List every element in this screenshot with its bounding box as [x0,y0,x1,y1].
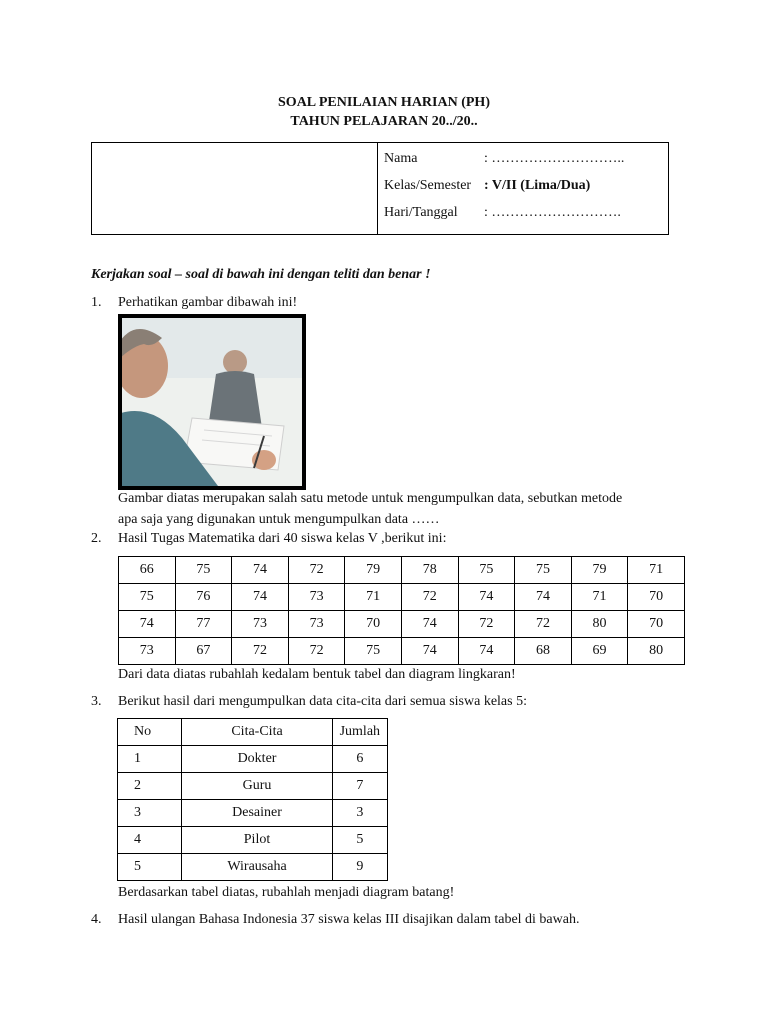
question-1-followup-line-1: Gambar diatas merupakan salah satu metode untuk mengumpulkan data, sebutkan metode [118,491,623,506]
table-row [118,827,388,854]
table-cell: 79 [571,557,628,584]
question-3-text: Berikut hasil dari mengumpulkan data cita-cita dari semua siswa kelas 5: [118,694,527,709]
table-cell: 71 [628,557,685,584]
kelas-label: Kelas/Semester [384,178,472,193]
table-cell: 72 [288,557,345,584]
nama-label: Nama [384,151,418,166]
table-cell: 78 [401,557,458,584]
table-cell: 5 [118,854,182,881]
table-cell: 80 [628,638,685,665]
table-cell: 80 [571,611,628,638]
table-cell: Wirausaha [182,854,332,881]
table-cell: 71 [345,584,402,611]
table-row [118,746,388,773]
title-line-1: SOAL PENILAIAN HARIAN (PH) [278,95,490,110]
table-cell: 75 [515,557,572,584]
table-cell: 74 [232,584,289,611]
table-cell: 73 [288,611,345,638]
hari-value: : ………………………. [484,205,621,220]
table-cell: Desainer [182,800,332,827]
question-4-text: Hasil ulangan Bahasa Indonesia 37 siswa kelas III disajikan dalam tabel di bawah. [118,912,580,927]
table-header-row [118,719,388,746]
identity-box-divider [377,143,378,234]
question-2-text: Hasil Tugas Matematika dari 40 siswa kelas V ,berikut ini: [118,531,447,546]
table-cell: 72 [401,584,458,611]
kelas-value: : V/II (Lima/Dua) [484,178,591,193]
cita-cita-table [117,718,388,881]
table-cell: 66 [119,557,176,584]
table-cell: 72 [288,638,345,665]
table-cell: 74 [458,584,515,611]
question-2-number: 2. [91,531,102,546]
table-cell: 7 [332,773,387,800]
column-header: Cita-Cita [182,719,332,746]
table-cell: 6 [332,746,387,773]
table-cell: Pilot [182,827,332,854]
table-cell: 79 [345,557,402,584]
table-cell: 74 [119,611,176,638]
table-cell: 3 [332,800,387,827]
table-row [119,611,685,638]
table-cell: 70 [628,611,685,638]
table-row [119,584,685,611]
table-cell: 74 [232,557,289,584]
question-3-followup: Berdasarkan tabel diatas, rubahlah menjadi diagram batang! [118,885,455,900]
nama-value: : ……………………….. [484,151,625,166]
table-cell: 70 [345,611,402,638]
table-cell: 72 [232,638,289,665]
table-cell: 73 [232,611,289,638]
table-cell: 74 [401,638,458,665]
table-cell: 5 [332,827,387,854]
table-cell: 9 [332,854,387,881]
question-4-number: 4. [91,912,102,927]
table-cell: 73 [288,584,345,611]
table-cell: 75 [458,557,515,584]
table-cell: 73 [119,638,176,665]
question-1-number: 1. [91,295,102,310]
table-row [118,800,388,827]
table-cell: 4 [118,827,182,854]
column-header: Jumlah [332,719,387,746]
table-cell: 72 [458,611,515,638]
question-2-followup: Dari data diatas rubahlah kedalam bentuk tabel dan diagram lingkaran! [118,667,516,682]
table-cell: 74 [515,584,572,611]
table-cell: 74 [401,611,458,638]
table-cell: 69 [571,638,628,665]
table-cell: Guru [182,773,332,800]
interview-illustration [122,318,302,486]
identity-box [91,142,669,235]
hari-label: Hari/Tanggal [384,205,458,220]
title-line-2: TAHUN PELAJARAN 20../20.. [290,114,478,129]
table-cell: 72 [515,611,572,638]
table-cell: 70 [628,584,685,611]
table-row [119,557,685,584]
column-header: No [118,719,182,746]
question-1-text: Perhatikan gambar dibawah ini! [118,295,298,310]
interview-photo [118,314,306,490]
table-row [119,638,685,665]
table-cell: 3 [118,800,182,827]
instruction-text: Kerjakan soal – soal di bawah ini dengan teliti dan benar ! [91,267,431,282]
table-cell: 75 [345,638,402,665]
table-cell: 2 [118,773,182,800]
table-cell: 68 [515,638,572,665]
table-row [118,773,388,800]
table-cell: 1 [118,746,182,773]
table-cell: 74 [458,638,515,665]
question-1-followup-line-2: apa saja yang digunakan untuk mengumpulkan data …… [118,512,440,527]
table-row [118,854,388,881]
math-scores-table [118,556,685,665]
table-cell: 71 [571,584,628,611]
table-cell: 75 [175,557,232,584]
table-cell: 75 [119,584,176,611]
question-3-number: 3. [91,694,102,709]
table-cell: 76 [175,584,232,611]
table-cell: 67 [175,638,232,665]
table-cell: Dokter [182,746,332,773]
table-cell: 77 [175,611,232,638]
